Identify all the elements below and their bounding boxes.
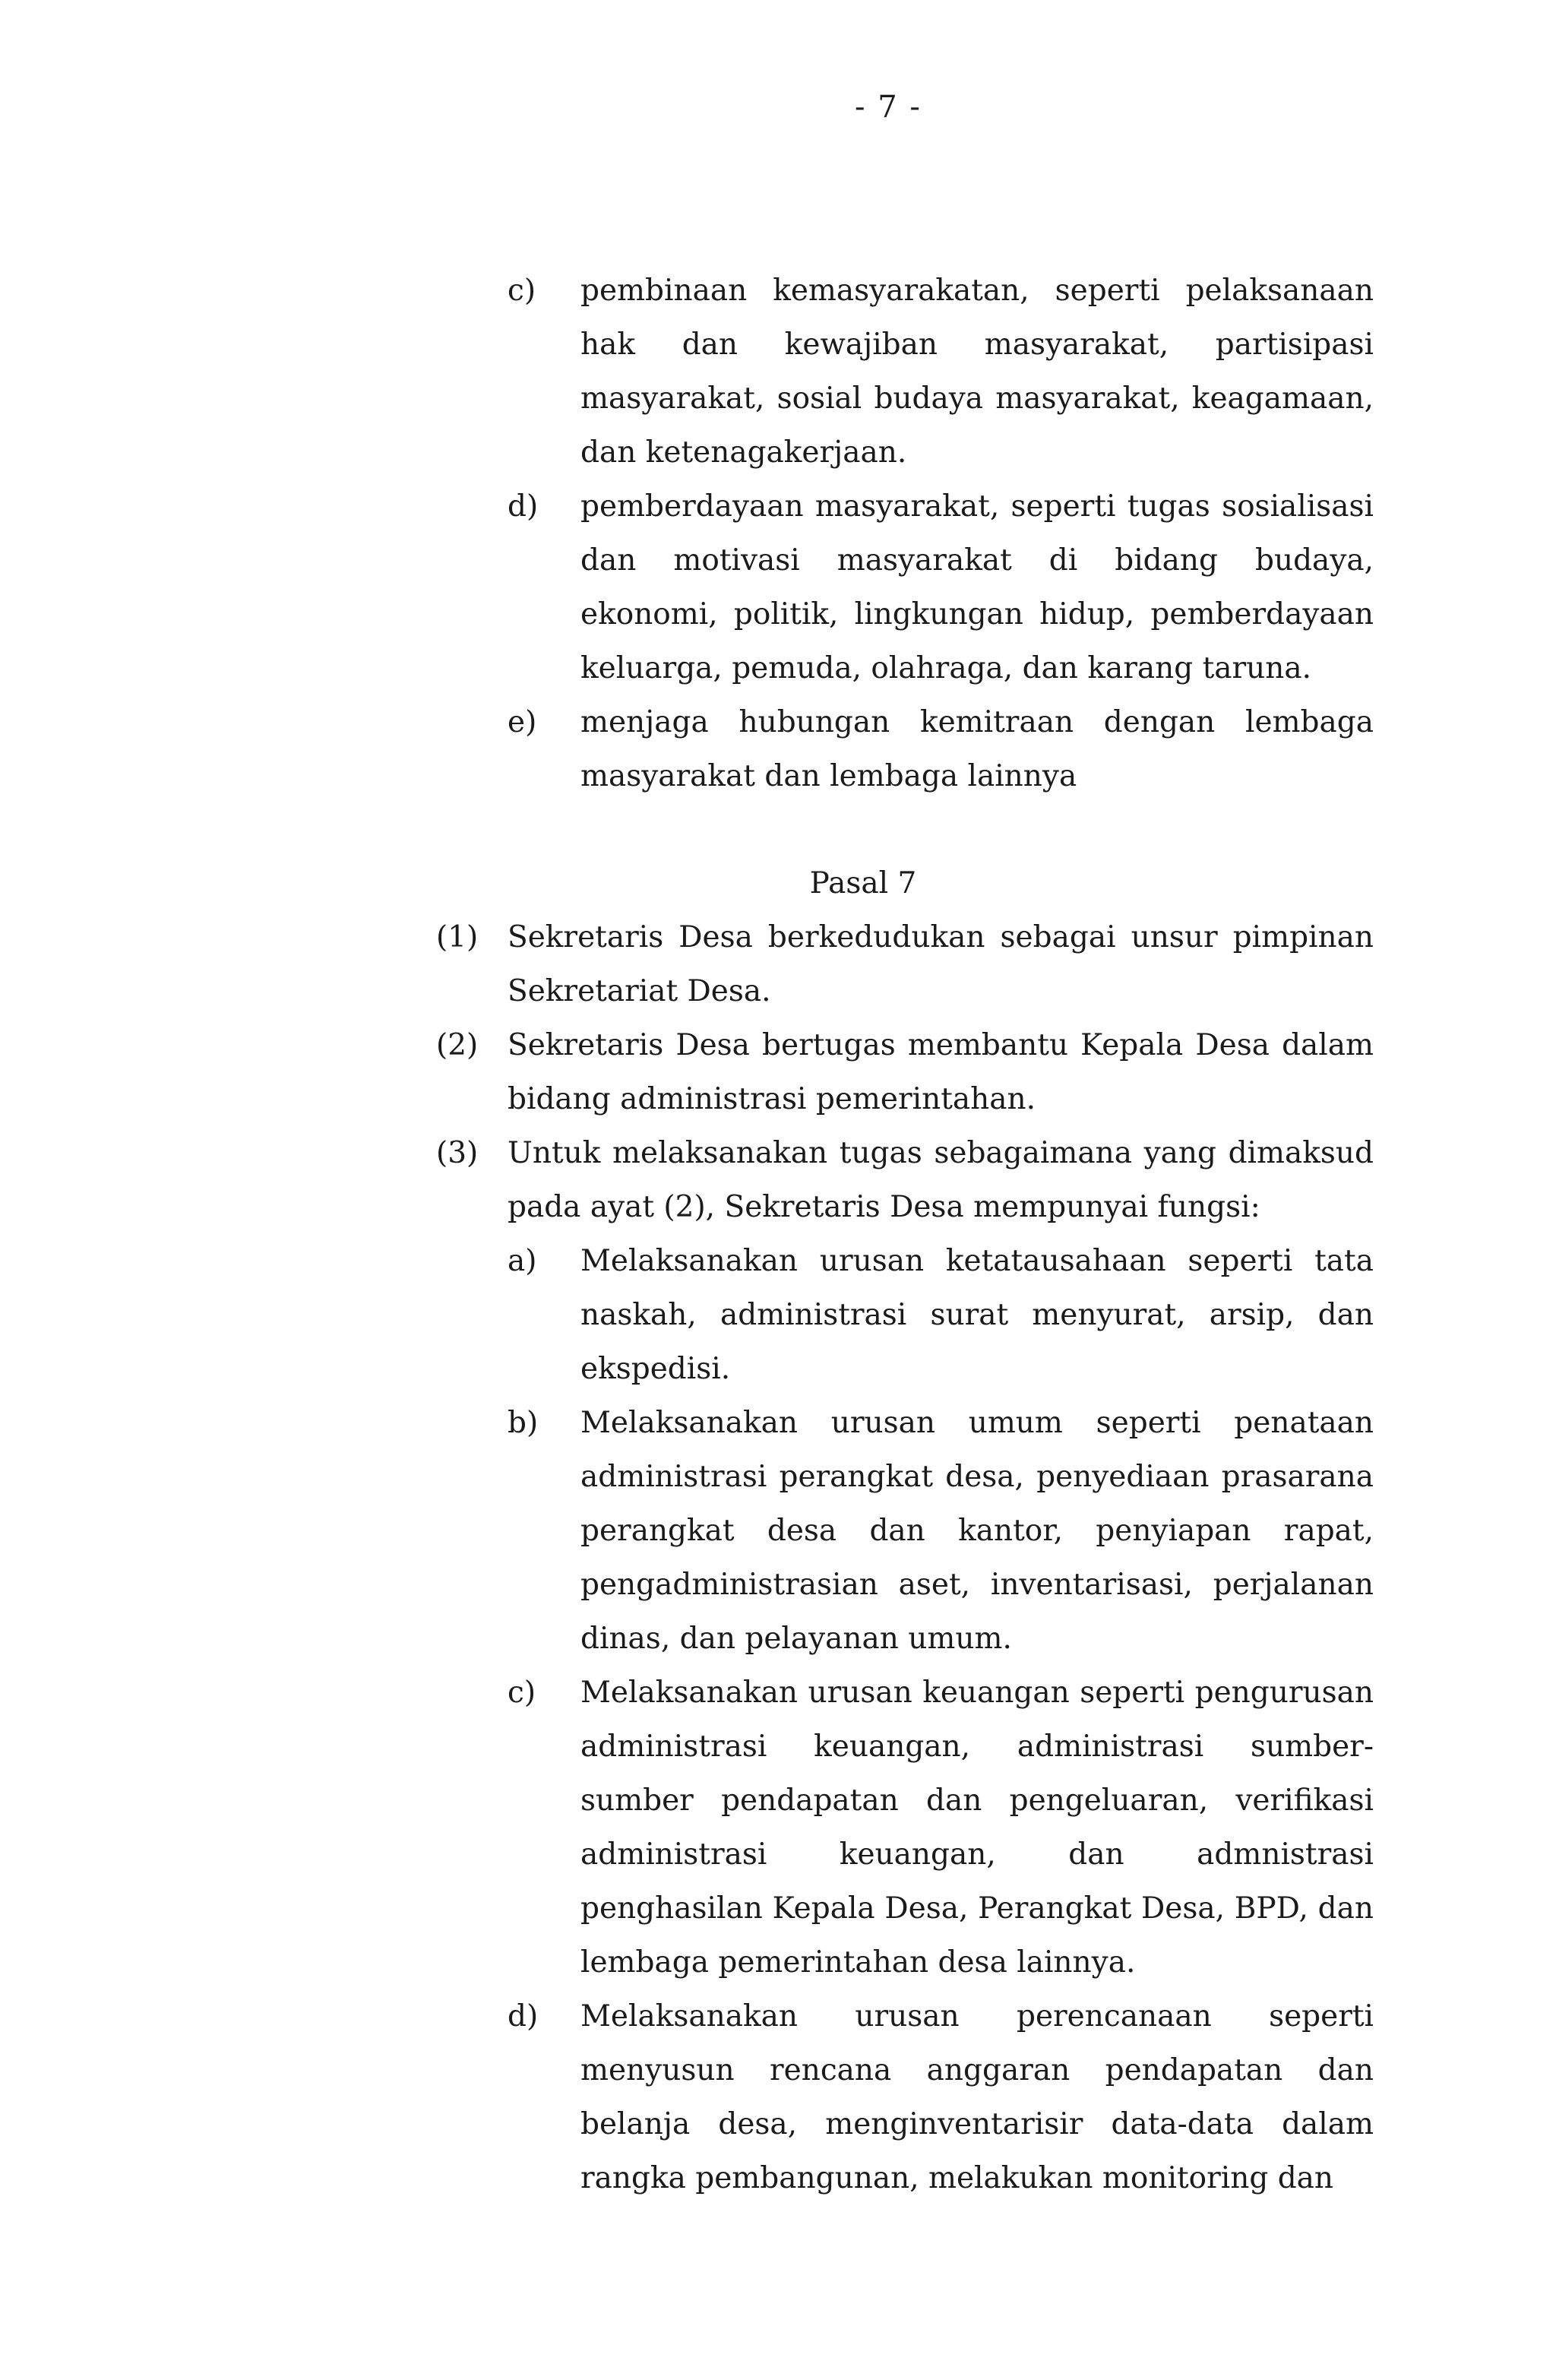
fungsi-line: penghasilan Kepala Desa, Perangkat Desa, BPD, dan: [580, 1891, 1374, 1926]
list-item-line: masyarakat, sosial budaya masyarakat, keagamaan,: [580, 381, 1374, 416]
ayat-line: bidang administrasi pemerintahan.: [508, 1082, 1036, 1116]
list-item-line: dan ketenagakerjaan.: [580, 435, 907, 470]
page-number: - 7 -: [855, 90, 922, 125]
fungsi-line: ekspedisi.: [580, 1352, 731, 1386]
fungsi-line: belanja desa, menginventarisir data-data dalam: [580, 2107, 1374, 2141]
fungsi-line: Melaksanakan urusan keuangan seperti pengurusan: [580, 1676, 1374, 1710]
list-item-line: ekonomi, politik, lingkungan hidup, pemberdayaan: [580, 597, 1374, 631]
list-item-line: pemberdayaan masyarakat, seperti tugas sosialisasi: [580, 489, 1374, 524]
fungsi-marker: d): [508, 1999, 539, 2033]
fungsi-line: administrasi perangkat desa, penyediaan prasarana: [580, 1460, 1374, 1494]
fungsi-marker: b): [508, 1406, 539, 1440]
ayat-line: Sekretaris Desa berkedudukan sebagai unsur pimpinan: [508, 920, 1374, 954]
list-item-line: pembinaan kemasyarakatan, seperti pelaksanaan: [580, 274, 1374, 308]
fungsi-line: Melaksanakan urusan perencanaan seperti: [580, 1999, 1374, 2033]
ayat-line: Sekretaris Desa bertugas membantu Kepala Desa dalam: [508, 1028, 1374, 1062]
ayat-line: Sekretariat Desa.: [508, 974, 771, 1008]
list-item-line: keluarga, pemuda, olahraga, dan karang taruna.: [580, 651, 1312, 685]
fungsi-line: naskah, administrasi surat menyurat, arsip, dan: [580, 1298, 1374, 1332]
ayat-line: pada ayat (2), Sekretaris Desa mempunyai fungsi:: [508, 1190, 1260, 1224]
list-item-line: dan motivasi masyarakat di bidang budaya,: [580, 543, 1374, 578]
fungsi-line: Melaksanakan urusan umum seperti penataan: [580, 1406, 1374, 1440]
fungsi-line: rangka pembangunan, melakukan monitoring dan: [580, 2161, 1334, 2195]
list-item-line: menjaga hubungan kemitraan dengan lembaga: [580, 705, 1374, 739]
fungsi-line: administrasi keuangan, dan admnistrasi: [580, 1837, 1374, 1872]
pasal-heading: Pasal 7: [809, 866, 917, 900]
fungsi-marker: c): [508, 1676, 536, 1710]
list-item-marker: e): [508, 705, 537, 739]
fungsi-line: dinas, dan pelayanan umum.: [580, 1622, 1012, 1656]
fungsi-marker: a): [508, 1244, 537, 1278]
ayat-marker: (3): [436, 1136, 479, 1170]
fungsi-line: Melaksanakan urusan ketatausahaan seperti tata: [580, 1244, 1374, 1278]
ayat-marker: (1): [436, 920, 479, 954]
fungsi-line: administrasi keuangan, administrasi sumber-: [580, 1730, 1374, 1764]
fungsi-line: sumber pendapatan dan pengeluaran, verifikasi: [580, 1783, 1374, 1818]
ayat-line: Untuk melaksanakan tugas sebagaimana yang dimaksud: [508, 1136, 1374, 1170]
list-item-line: hak dan kewajiban masyarakat, partisipasi: [580, 328, 1374, 362]
list-item-marker: c): [508, 274, 536, 308]
fungsi-line: pengadministrasian aset, inventarisasi, perjalanan: [580, 1568, 1374, 1602]
ayat-marker: (2): [436, 1028, 479, 1062]
list-item-marker: d): [508, 489, 539, 524]
fungsi-line: lembaga pemerintahan desa lainnya.: [580, 1945, 1136, 1980]
fungsi-line: menyusun rencana anggaran pendapatan dan: [580, 2053, 1374, 2087]
fungsi-line: perangkat desa dan kantor, penyiapan rapat,: [580, 1514, 1374, 1548]
list-item-line: masyarakat dan lembaga lainnya: [580, 759, 1077, 793]
